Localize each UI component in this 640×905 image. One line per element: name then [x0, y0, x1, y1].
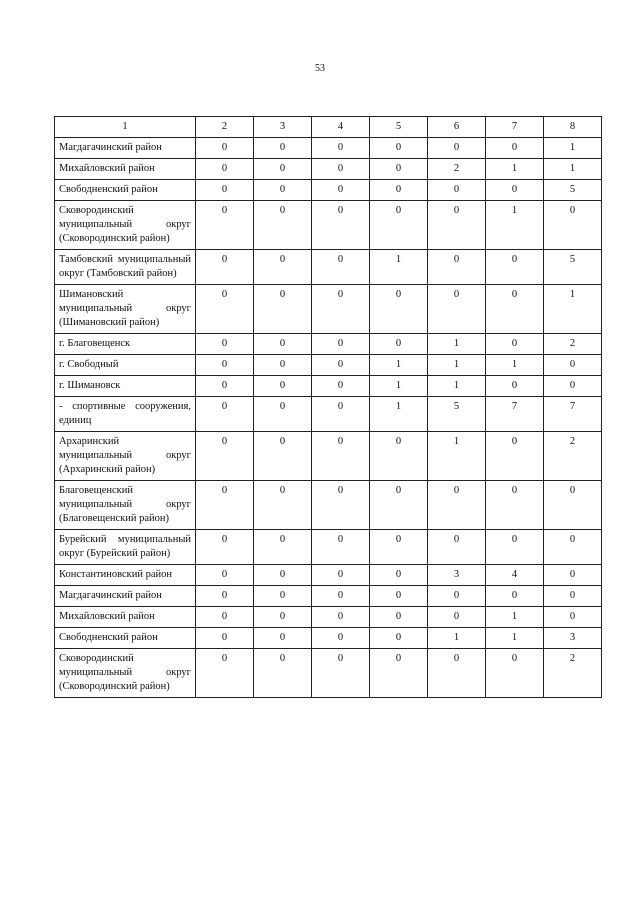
- table-cell: 0: [544, 530, 602, 565]
- table-cell: 0: [486, 481, 544, 530]
- table-cell: 0: [486, 376, 544, 397]
- table-cell: 0: [428, 138, 486, 159]
- table-cell: 0: [428, 649, 486, 698]
- table-cell: 0: [196, 285, 254, 334]
- table-row: [55, 397, 602, 432]
- table-cell: 0: [254, 565, 312, 586]
- table-cell: 0: [486, 432, 544, 481]
- table-cell: 0: [486, 530, 544, 565]
- table-cell: 0: [312, 376, 370, 397]
- table-cell: 0: [196, 565, 254, 586]
- table-cell: 5: [544, 180, 602, 201]
- table-cell: 0: [196, 649, 254, 698]
- table-cell: 0: [312, 159, 370, 180]
- table-cell: 1: [428, 334, 486, 355]
- table-cell: 0: [254, 397, 312, 432]
- table-cell: 0: [312, 628, 370, 649]
- row-label: г. Шимановск: [55, 376, 196, 397]
- table-cell: 0: [312, 397, 370, 432]
- table-cell: 0: [312, 201, 370, 250]
- column-header: 7: [486, 117, 544, 138]
- table-cell: 0: [370, 159, 428, 180]
- column-header: 5: [370, 117, 428, 138]
- table-cell: 0: [544, 481, 602, 530]
- table-row: [55, 180, 602, 201]
- table-cell: 0: [196, 376, 254, 397]
- table-row: [55, 285, 602, 334]
- table-cell: 0: [370, 180, 428, 201]
- table-cell: 0: [254, 481, 312, 530]
- table-cell: 1: [428, 432, 486, 481]
- table-row: [55, 586, 602, 607]
- table-cell: 1: [428, 355, 486, 376]
- table-cell: 1: [370, 397, 428, 432]
- table-cell: 0: [196, 397, 254, 432]
- row-label: Свободненский район: [55, 628, 196, 649]
- table-cell: 0: [428, 285, 486, 334]
- table-cell: 0: [254, 250, 312, 285]
- table-cell: 0: [486, 285, 544, 334]
- table-cell: 0: [428, 201, 486, 250]
- row-label: Бурейский муниципальный округ (Бурейский район): [55, 530, 196, 565]
- table-cell: 3: [544, 628, 602, 649]
- table-cell: 0: [370, 530, 428, 565]
- row-label: Константиновский район: [55, 565, 196, 586]
- row-label: Благовещенский муниципальный округ (Благовещенский район): [55, 481, 196, 530]
- table-cell: 0: [196, 250, 254, 285]
- table-cell: 0: [196, 530, 254, 565]
- table-cell: 5: [544, 250, 602, 285]
- table-row: [55, 432, 602, 481]
- table-row: [55, 138, 602, 159]
- table-cell: 0: [544, 565, 602, 586]
- row-label: Архаринский муниципальный округ (Архаринский район): [55, 432, 196, 481]
- table-cell: 0: [254, 159, 312, 180]
- table-row: [55, 649, 602, 698]
- table-cell: 0: [312, 138, 370, 159]
- table-cell: 0: [312, 586, 370, 607]
- table-cell: 0: [312, 355, 370, 376]
- row-label: Свободненский район: [55, 180, 196, 201]
- table-cell: 0: [254, 285, 312, 334]
- column-header: 1: [55, 117, 196, 138]
- column-header: 2: [196, 117, 254, 138]
- table-cell: 0: [312, 334, 370, 355]
- table-cell: 0: [254, 201, 312, 250]
- table-cell: 0: [196, 201, 254, 250]
- table-cell: 0: [544, 586, 602, 607]
- column-header: 4: [312, 117, 370, 138]
- row-label: г. Свободный: [55, 355, 196, 376]
- row-label: Сковородинский муниципальный округ (Сковородинский район): [55, 649, 196, 698]
- table-cell: 0: [196, 159, 254, 180]
- table-cell: 0: [254, 138, 312, 159]
- table-cell: 0: [312, 607, 370, 628]
- table-cell: 1: [428, 628, 486, 649]
- row-label: Михайловский район: [55, 159, 196, 180]
- table-cell: 3: [428, 565, 486, 586]
- table-cell: 2: [428, 159, 486, 180]
- table-cell: 0: [196, 334, 254, 355]
- table-cell: 1: [486, 355, 544, 376]
- row-label: г. Благовещенск: [55, 334, 196, 355]
- table-cell: 0: [312, 285, 370, 334]
- table-cell: 1: [428, 376, 486, 397]
- table-cell: 0: [196, 586, 254, 607]
- table-cell: 0: [254, 334, 312, 355]
- table-cell: 0: [196, 481, 254, 530]
- table-cell: 1: [544, 285, 602, 334]
- table-row: [55, 250, 602, 285]
- table-cell: 0: [370, 649, 428, 698]
- table-cell: 1: [486, 159, 544, 180]
- table-cell: 0: [544, 607, 602, 628]
- row-label: Сковородинский муниципальный округ (Сковородинский район): [55, 201, 196, 250]
- table-cell: 0: [370, 285, 428, 334]
- table-row: [55, 201, 602, 250]
- table-cell: 2: [544, 649, 602, 698]
- table-cell: 0: [486, 334, 544, 355]
- table-cell: 0: [196, 607, 254, 628]
- table-cell: 0: [428, 607, 486, 628]
- table-cell: 1: [544, 159, 602, 180]
- table-cell: 0: [486, 586, 544, 607]
- table-cell: 0: [428, 530, 486, 565]
- table-cell: 0: [544, 355, 602, 376]
- data-table: [54, 116, 602, 698]
- table-header-row: [55, 117, 602, 138]
- table-row: [55, 334, 602, 355]
- table-cell: 1: [370, 376, 428, 397]
- table-cell: 0: [428, 180, 486, 201]
- table-row: [55, 481, 602, 530]
- table-cell: 0: [370, 201, 428, 250]
- table-cell: 0: [312, 180, 370, 201]
- table-row: [55, 628, 602, 649]
- table-cell: 7: [486, 397, 544, 432]
- table-cell: 0: [254, 355, 312, 376]
- table-cell: 2: [544, 432, 602, 481]
- page-number: 53: [315, 63, 325, 74]
- table-body: [55, 138, 602, 698]
- table-cell: 0: [312, 649, 370, 698]
- table-cell: 0: [544, 201, 602, 250]
- table-row: [55, 565, 602, 586]
- table-cell: 0: [486, 649, 544, 698]
- table-cell: 0: [254, 530, 312, 565]
- table-cell: 0: [196, 180, 254, 201]
- table-cell: 0: [312, 432, 370, 481]
- table-cell: 0: [196, 355, 254, 376]
- table-row: [55, 530, 602, 565]
- row-label: Магдагачинский район: [55, 138, 196, 159]
- column-header: 6: [428, 117, 486, 138]
- table-row: [55, 355, 602, 376]
- table-cell: 1: [544, 138, 602, 159]
- table-cell: 0: [486, 180, 544, 201]
- table-cell: 2: [544, 334, 602, 355]
- table-cell: 7: [544, 397, 602, 432]
- table-cell: 0: [370, 334, 428, 355]
- table-row: [55, 376, 602, 397]
- table-cell: 0: [428, 250, 486, 285]
- table-cell: 0: [428, 481, 486, 530]
- table-cell: 0: [486, 138, 544, 159]
- row-label: - спортивные сооружения, единиц: [55, 397, 196, 432]
- table-cell: 1: [486, 201, 544, 250]
- table-cell: 0: [254, 180, 312, 201]
- table-cell: 0: [486, 250, 544, 285]
- table-cell: 0: [544, 376, 602, 397]
- table-cell: 0: [254, 376, 312, 397]
- row-label: Михайловский район: [55, 607, 196, 628]
- table-cell: 0: [254, 649, 312, 698]
- table-cell: 1: [370, 250, 428, 285]
- table-cell: 1: [486, 607, 544, 628]
- row-label: Магдагачинский район: [55, 586, 196, 607]
- column-header: 8: [544, 117, 602, 138]
- table-cell: 0: [196, 628, 254, 649]
- table-cell: 0: [312, 250, 370, 285]
- table-cell: 0: [370, 607, 428, 628]
- row-label: Шимановский муниципальный округ (Шимановский район): [55, 285, 196, 334]
- table-cell: 1: [486, 628, 544, 649]
- table-cell: 0: [312, 481, 370, 530]
- table-cell: 0: [254, 607, 312, 628]
- table-cell: 0: [196, 138, 254, 159]
- table-cell: 0: [370, 586, 428, 607]
- table-cell: 0: [254, 628, 312, 649]
- table-cell: 0: [370, 565, 428, 586]
- table-cell: 0: [312, 530, 370, 565]
- table-row: [55, 607, 602, 628]
- column-header: 3: [254, 117, 312, 138]
- table-cell: 0: [370, 628, 428, 649]
- table-cell: 1: [370, 355, 428, 376]
- table-cell: 0: [254, 432, 312, 481]
- table-cell: 0: [370, 432, 428, 481]
- table-cell: 0: [254, 586, 312, 607]
- table-cell: 5: [428, 397, 486, 432]
- table-row: [55, 159, 602, 180]
- table-cell: 0: [196, 432, 254, 481]
- table-cell: 0: [428, 586, 486, 607]
- table-cell: 0: [370, 481, 428, 530]
- row-label: Тамбовский муниципальный округ (Тамбовский район): [55, 250, 196, 285]
- table-cell: 4: [486, 565, 544, 586]
- table-cell: 0: [370, 138, 428, 159]
- table-cell: 0: [312, 565, 370, 586]
